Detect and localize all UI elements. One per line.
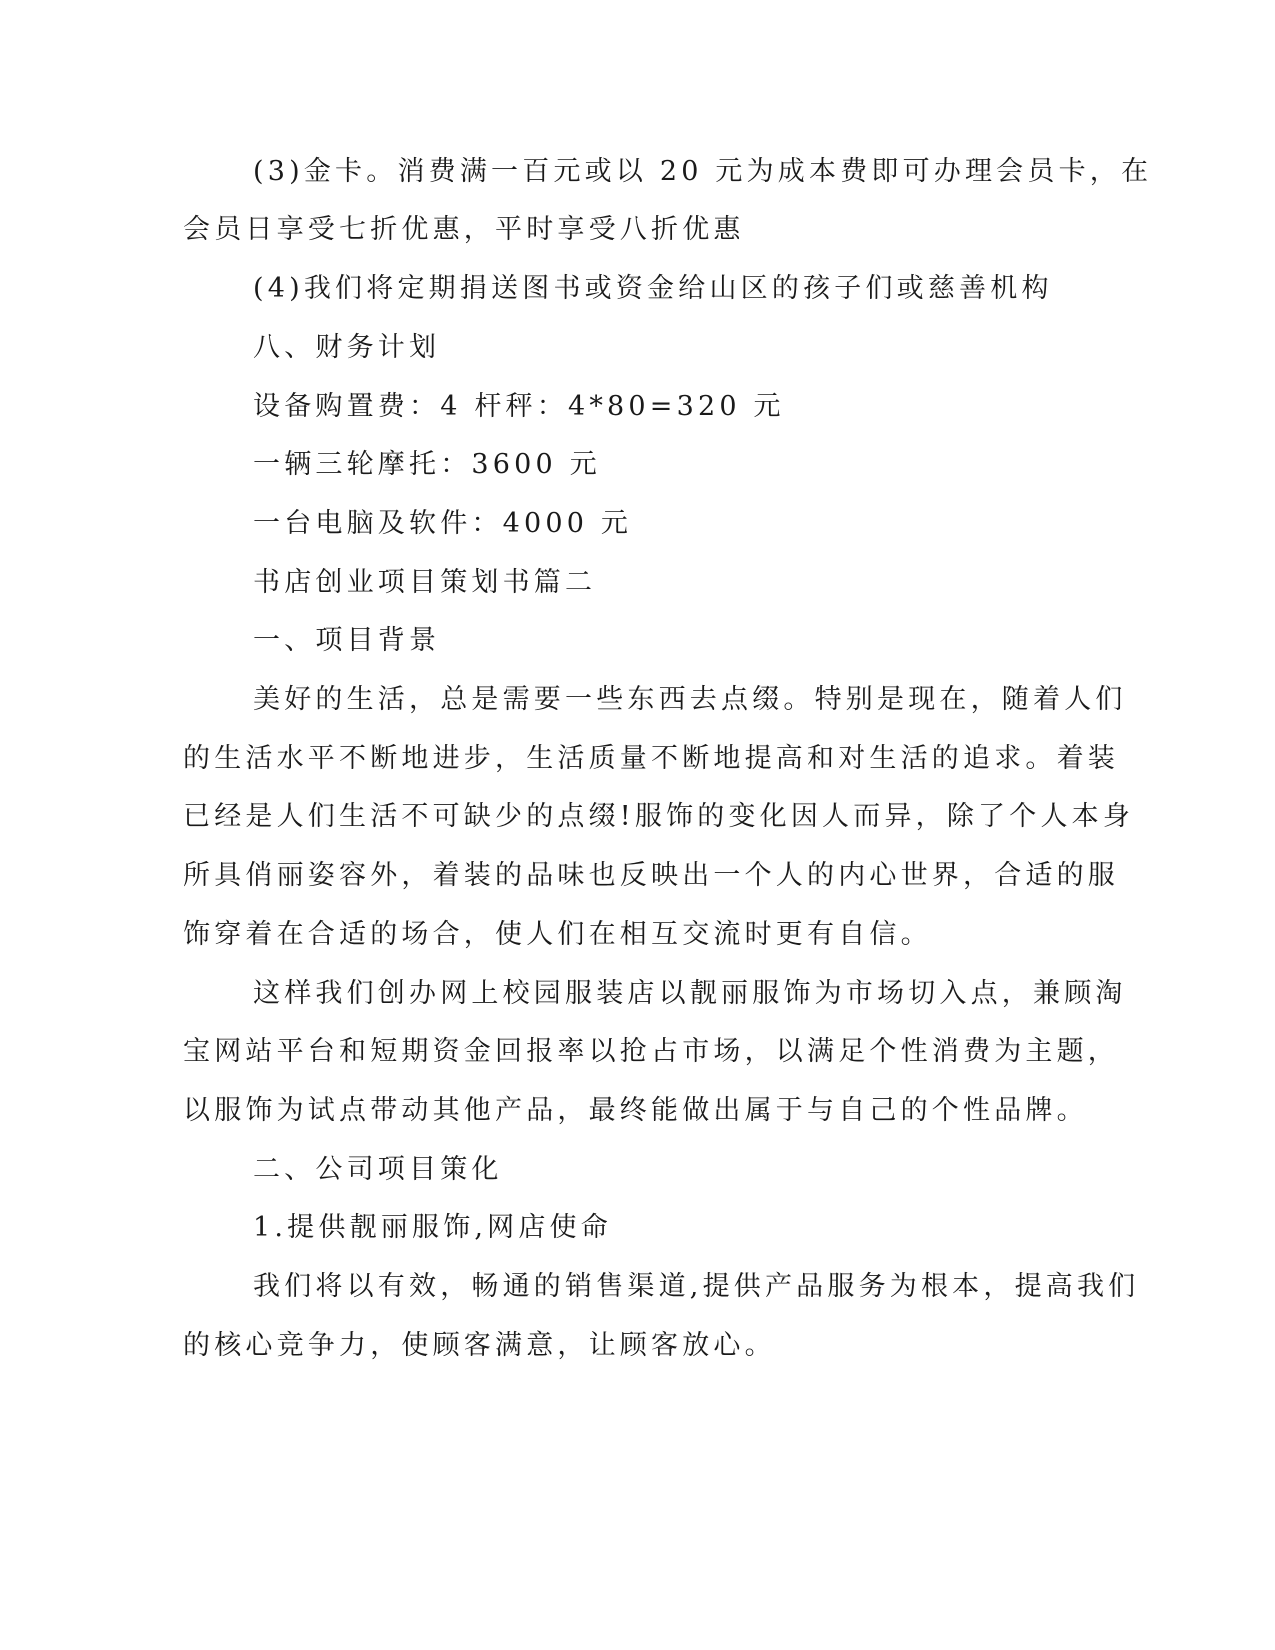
subheading-store-mission: 1.提供靓丽服饰,网店使命	[253, 1212, 612, 1243]
paragraph-donation: (4)我们将定期捐送图书或资金给山区的孩子们或慈善机构	[253, 273, 1053, 304]
paragraph-gold-card-line-1: (3)金卡。消费满一百元或以 20 元为成本费即可办理会员卡，在	[253, 156, 1153, 187]
paragraph-gold-card-line-2: 会员日享受七折优惠，平时享受八折优惠	[183, 214, 745, 245]
paragraph-store-plan-line-1: 这样我们创办网上校园服装店以靓丽服饰为市场切入点，兼顾淘	[253, 978, 1127, 1009]
paragraph-mission-line-1: 我们将以有效，畅通的销售渠道,提供产品服务为根本，提高我们	[253, 1271, 1140, 1302]
paragraph-background-line-5: 饰穿着在合适的场合，使人们在相互交流时更有自信。	[183, 919, 932, 950]
paragraph-background-line-1: 美好的生活，总是需要一些东西去点缀。特别是现在，随着人们	[253, 684, 1127, 715]
paragraph-mission-line-2: 的核心竞争力，使顾客满意，让顾客放心。	[183, 1330, 776, 1361]
item-tricycle-cost: 一辆三轮摩托：3600 元	[253, 449, 601, 480]
paragraph-background-line-3: 已经是人们生活不可缺少的点缀!服饰的变化因人而异，除了个人本身	[183, 801, 1135, 832]
paragraph-store-plan-line-3: 以服饰为试点带动其他产品，最终能做出属于与自己的个性品牌。	[183, 1095, 1088, 1126]
item-equipment-cost: 设备购置费：4 杆秤：4*80=320 元	[253, 391, 785, 422]
heading-financial-plan: 八、财务计划	[253, 332, 441, 363]
item-computer-cost: 一台电脑及软件：4000 元	[253, 508, 633, 539]
paragraph-background-line-4: 所具俏丽姿容外，着装的品味也反映出一个人的内心世界，合适的服	[183, 860, 1119, 891]
paragraph-store-plan-line-2: 宝网站平台和短期资金回报率以抢占市场，以满足个性消费为主题，	[183, 1036, 1119, 1067]
section-title-part-two: 书店创业项目策划书篇二	[253, 567, 597, 598]
heading-project-background: 一、项目背景	[253, 625, 441, 656]
paragraph-background-line-2: 的生活水平不断地进步，生活质量不断地提高和对生活的追求。着装	[183, 743, 1119, 774]
heading-company-project-planning: 二、公司项目策化	[253, 1154, 503, 1185]
